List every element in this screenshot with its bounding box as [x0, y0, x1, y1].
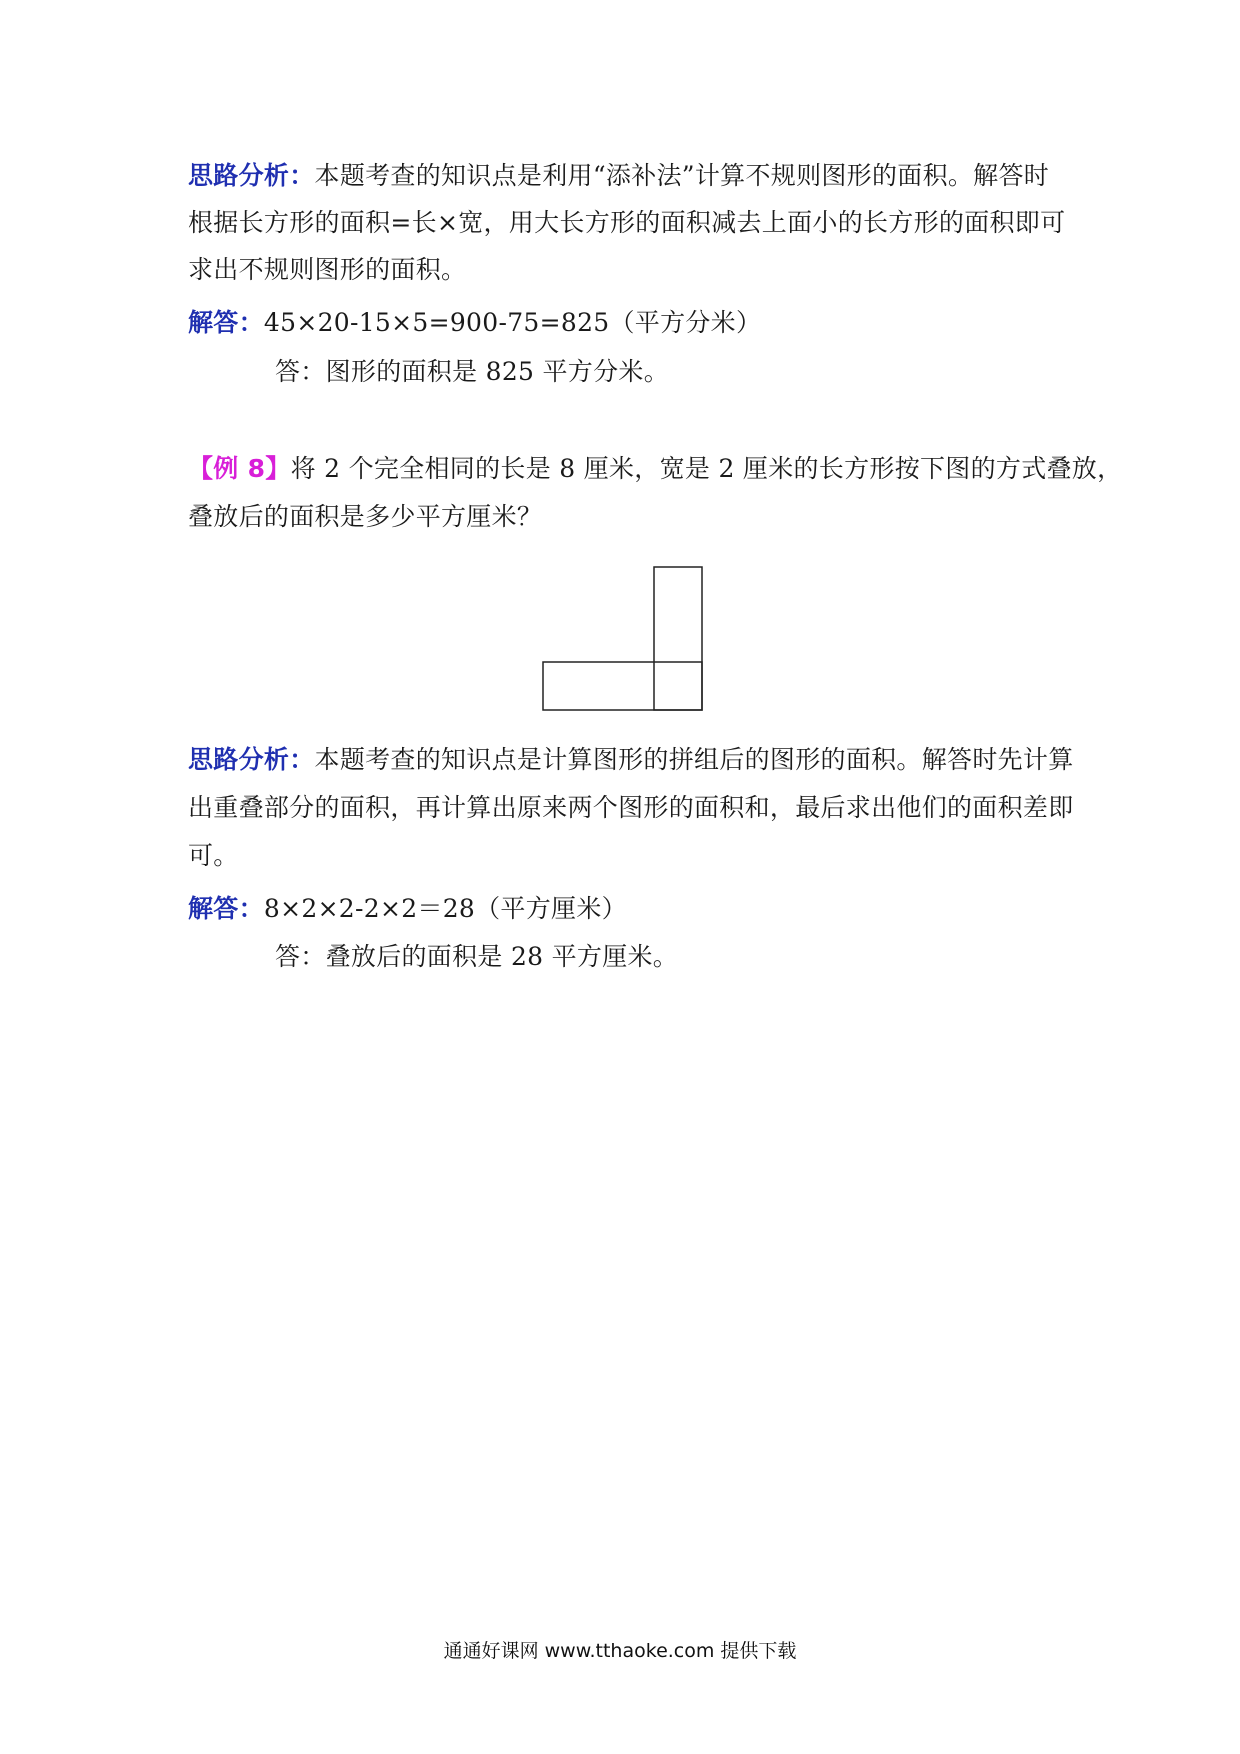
answer-formula: 8×2×2-2×2＝28（平方厘米） — [263, 894, 627, 923]
overlap-rectangles-figure — [530, 565, 710, 715]
analysis-label: 思路分析： — [188, 745, 315, 774]
analysis-line-2: 出重叠部分的面积，再计算出原来两个图形的面积和，最后求出他们的面积差即 — [188, 793, 1074, 822]
example-question-line-2: 叠放后的面积是多少平方厘米？ — [188, 502, 543, 531]
analysis-text: 本题考查的知识点是利用“添补法”计算不规则图形的面积。解答时 — [314, 161, 1050, 190]
horizontal-rectangle — [543, 662, 702, 710]
answer-label: 解答： — [188, 308, 264, 337]
answer-label: 解答： — [188, 894, 264, 923]
analysis-line-2: 根据长方形的面积=长×宽，用大长方形的面积减去上面小的长方形的面积即可 — [188, 208, 1066, 237]
analysis-line-1 — [188, 160, 1049, 192]
analysis-text: 本题考查的知识点是计算图形的拼组后的图形的面积。解答时先计算 — [314, 745, 1074, 774]
footer-text: 通通好课网 www.tthaoke.com 提供下载 — [443, 1640, 797, 1662]
analysis-line-3: 可。 — [188, 841, 239, 870]
example-question-line-1 — [188, 453, 1122, 485]
vertical-rectangle — [654, 567, 702, 710]
answer-line — [188, 893, 627, 925]
answer-text: 答：叠放后的面积是 28 平方厘米。 — [275, 942, 679, 971]
example-tag: 【例 8】 — [188, 454, 291, 483]
analysis-line-1 — [188, 744, 1074, 776]
answer-line — [188, 307, 761, 339]
example-question-text: 将 2 个完全相同的长是 8 厘米，宽是 2 厘米的长方形按下图的方式叠放， — [290, 454, 1123, 483]
answer-formula: 45×20-15×5=900-75=825（平方分米） — [263, 308, 762, 337]
analysis-label: 思路分析： — [188, 161, 315, 190]
analysis-line-3: 求出不规则图形的面积。 — [188, 255, 467, 284]
answer-text: 答：图形的面积是 825 平方分米。 — [275, 357, 670, 386]
